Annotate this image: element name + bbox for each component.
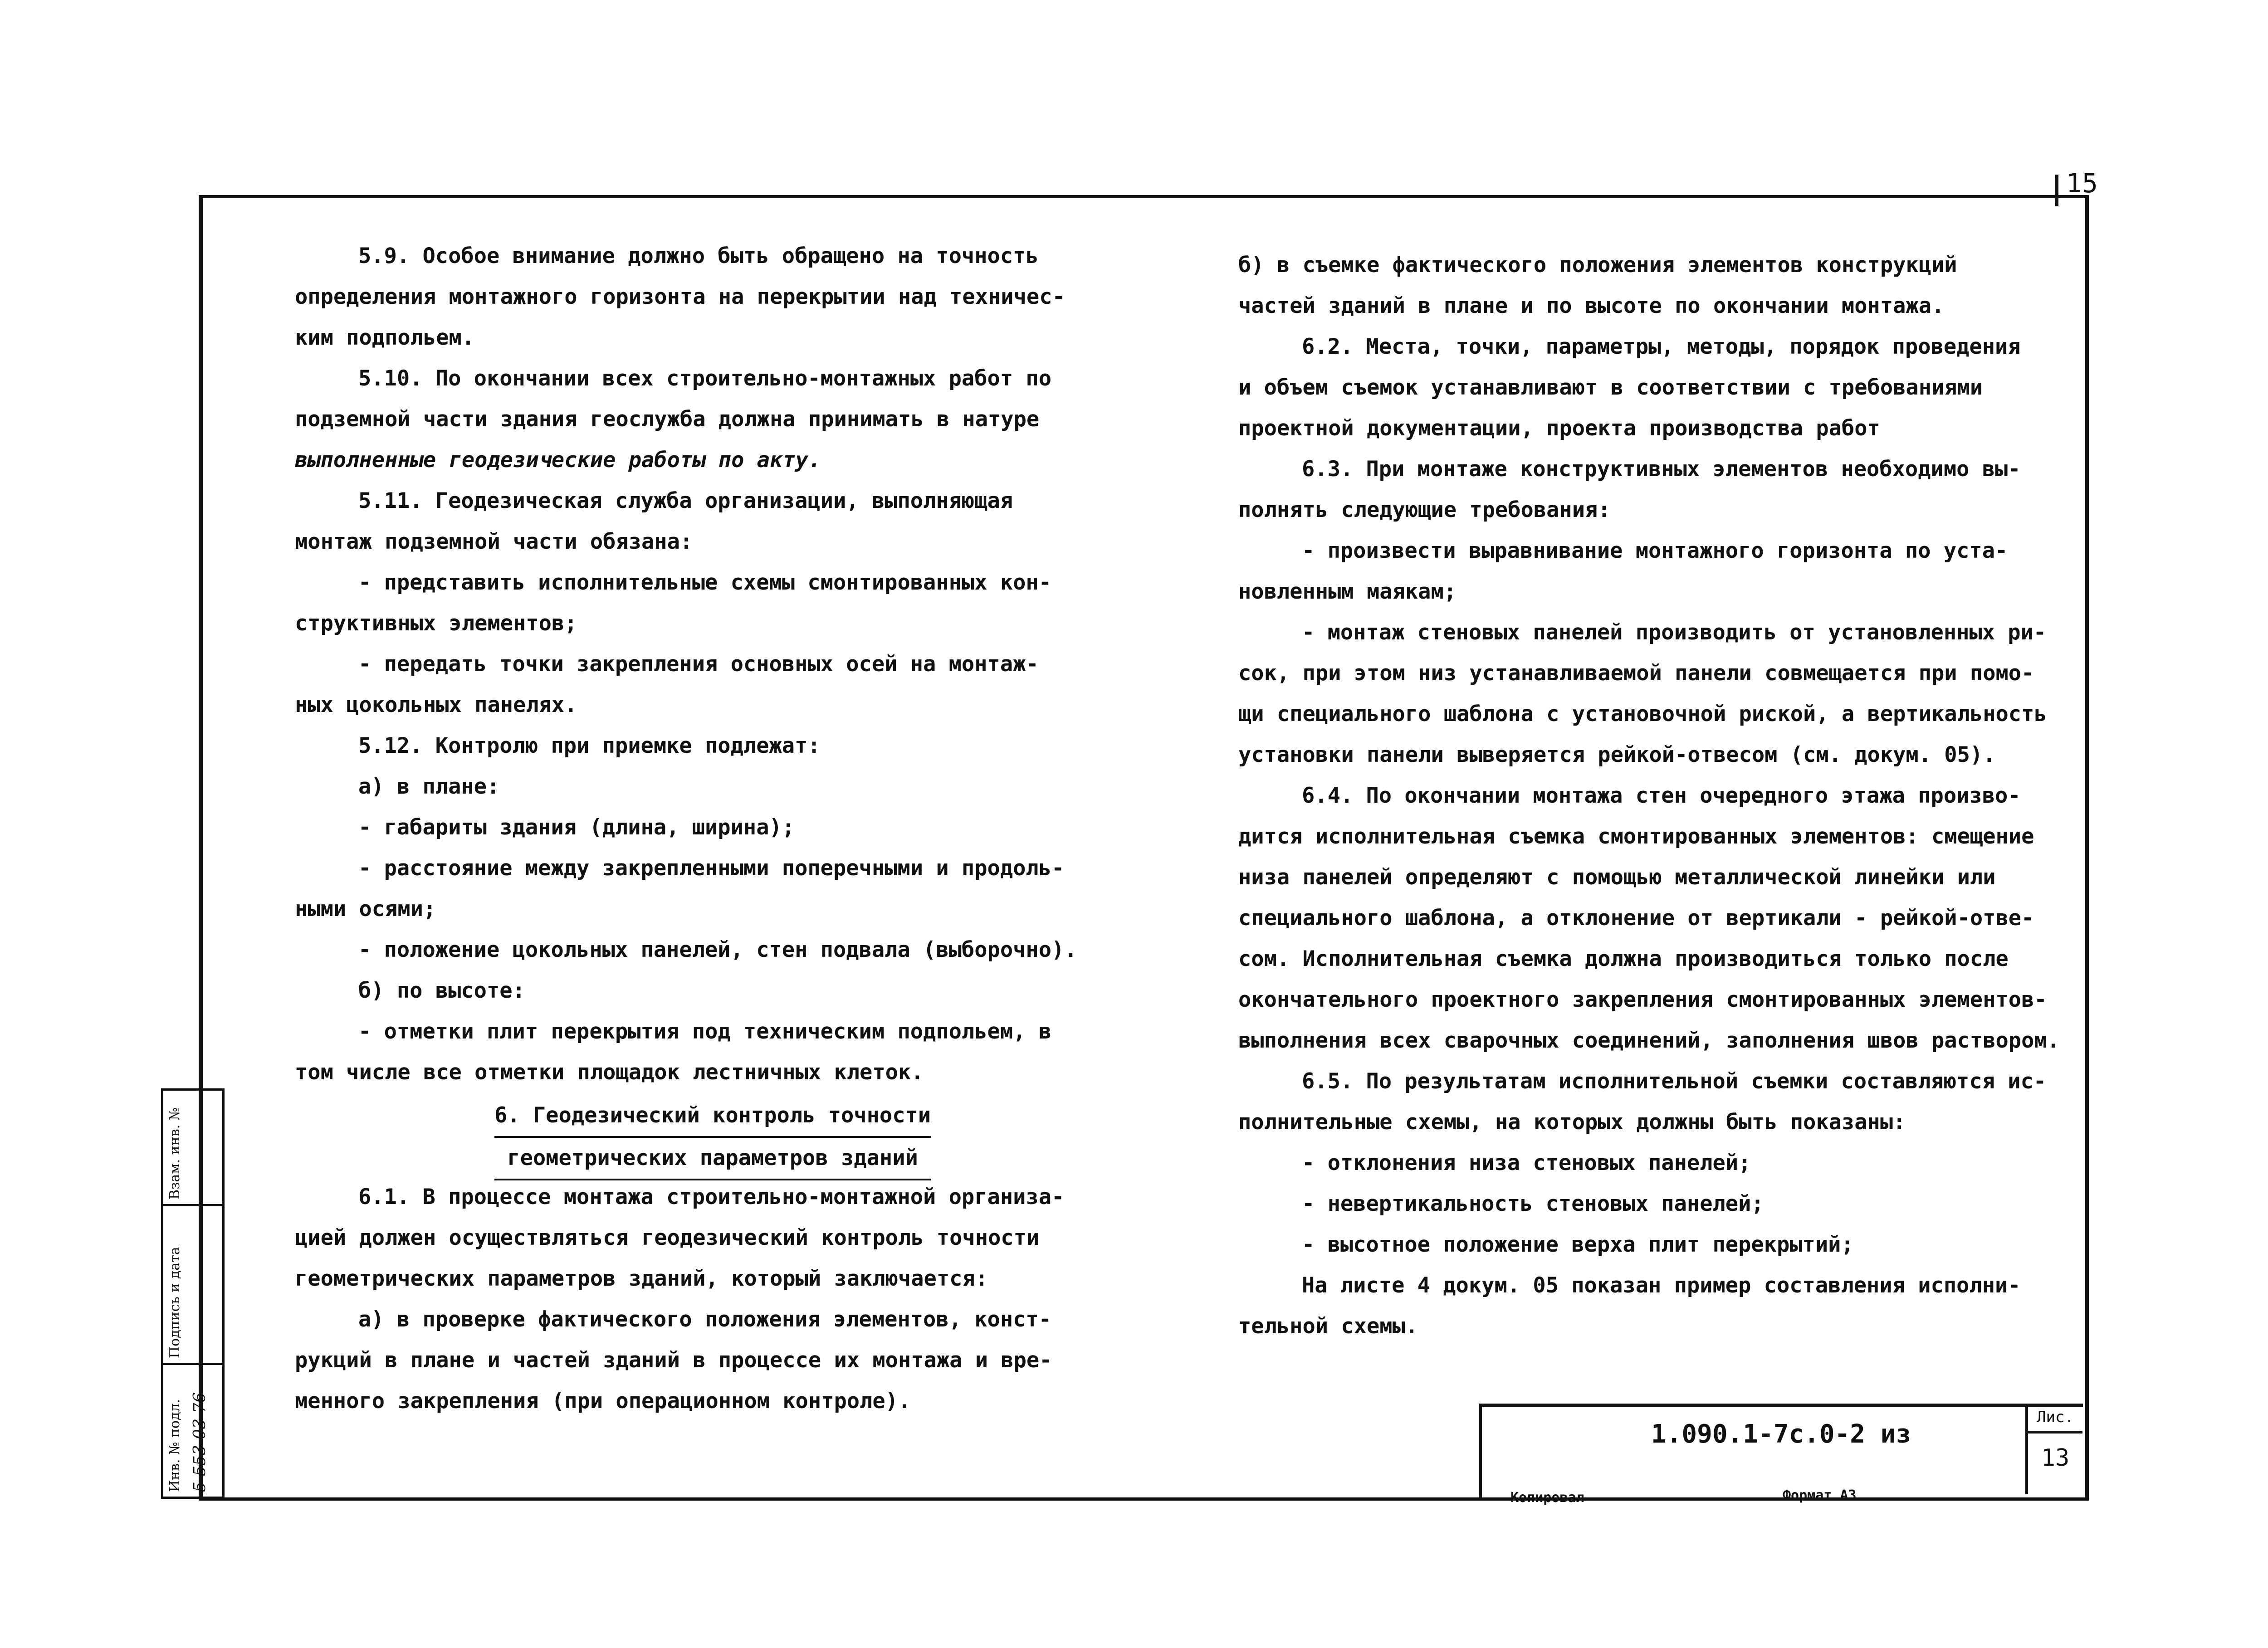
- title-block: [1479, 1404, 2083, 1497]
- side-stamp-label-1: Инв. № подл.: [167, 1399, 183, 1492]
- side-stamp-divider: [163, 1204, 222, 1206]
- page-number-top: 15: [2066, 168, 2098, 199]
- text-line: 6.2. Места, точки, параметры, методы, порядок проведения: [1302, 334, 2021, 359]
- text-line: выполнения всех сварочных соединений, заполнения швов раствором.: [1238, 1028, 2060, 1053]
- text-line: 6.5. По результатам исполнительной съемки составляются ис-: [1302, 1069, 2047, 1094]
- text-line: сок, при этом низ устанавливаемой панели совмещается при помо-: [1238, 661, 2034, 686]
- text-line: установки панели выверяется рейкой-отвесом (см. докум. 05).: [1238, 742, 1996, 767]
- footer-copied-by: Копировал: [1510, 1490, 1584, 1506]
- text-line: монтаж подземной части обязана:: [295, 529, 693, 554]
- text-line: - габариты здания (длина, ширина);: [358, 815, 795, 840]
- side-stamp-label-2: Подпись и дата: [167, 1247, 183, 1358]
- text-line: б) в съемке фактического положения элементов конструкций: [1238, 253, 1957, 278]
- text-line: 5.10. По окончании всех строительно-монтажных работ по: [358, 366, 1052, 391]
- text-line: - расстояние между закрепленными поперечными и продоль-: [358, 856, 1065, 881]
- text-line: сом. Исполнительная съемка должна производиться только после: [1238, 946, 2009, 971]
- left-column-after-heading: [295, 1177, 1064, 1422]
- text-line: а) в проверке фактического положения элементов, конст-: [358, 1307, 1052, 1332]
- text-line: дится исполнительная съемка смонтированных элементов: смещение: [1238, 824, 2034, 849]
- left-column: [295, 236, 1077, 1093]
- footer-format: Формат А3: [1783, 1487, 1857, 1503]
- text-line: - невертикальность стеновых панелей;: [1302, 1191, 1764, 1216]
- text-line: цией должен осуществляться геодезический контроль точности: [295, 1225, 1040, 1250]
- sheet-label: Лис.: [2025, 1404, 2082, 1433]
- text-line: специального шаблона, а отклонение от вертикали - рейкой-отве-: [1238, 906, 2034, 931]
- text-line: структивных элементов;: [295, 611, 577, 636]
- text-line: - положение цокольных панелей, стен подвала (выборочно).: [358, 937, 1077, 962]
- right-column: [1238, 245, 2060, 1347]
- text-line: выполненные геодезические работы по акту.: [295, 448, 821, 473]
- text-line: геометрических параметров зданий, который заключается:: [295, 1266, 988, 1291]
- side-stamp: [161, 1088, 225, 1499]
- section-heading-line-2: геометрических параметров зданий: [494, 1138, 931, 1180]
- text-line: ными осями;: [295, 897, 436, 922]
- text-line: щи специального шаблона с установочной риской, а вертикальность: [1238, 702, 2047, 726]
- text-line: ных цокольных панелях.: [295, 692, 577, 717]
- text-line: 5.9. Особое внимание должно быть обращено на точность: [358, 244, 1039, 268]
- text-line: определения монтажного горизонта на перекрытии над техничес-: [295, 284, 1065, 309]
- text-line: - представить исполнительные схемы смонтированных кон-: [358, 570, 1052, 595]
- text-line: полнительные схемы, на которых должны быть показаны:: [1238, 1110, 1906, 1135]
- section-6-heading: [494, 1095, 931, 1180]
- text-line: - отметки плит перекрытия под техническим подпольем, в: [358, 1019, 1052, 1044]
- text-line: 6.3. При монтаже конструктивных элементов необходимо вы-: [1302, 457, 2021, 482]
- text-line: - произвести выравнивание монтажного горизонта по уста-: [1302, 538, 2008, 563]
- text-line: проектной документации, проекта производства работ: [1238, 416, 1880, 441]
- text-line: том числе все отметки площадок лестничных клеток.: [295, 1060, 924, 1085]
- text-line: На листе 4 докум. 05 показан пример составления исполни-: [1302, 1273, 2021, 1298]
- text-line: рукций в плане и частей зданий в процессе их монтажа и вре-: [295, 1348, 1052, 1373]
- text-line: и объем съемок устанавливают в соответствии с требованиями: [1238, 375, 1983, 400]
- document-code: 1.090.1-7с.0-2 из: [1651, 1419, 1911, 1449]
- text-line: окончательного проектного закрепления смонтированных элементов-: [1238, 987, 2047, 1012]
- text-line: 6.1. В процессе монтажа строительно-монтажной организа-: [358, 1185, 1065, 1209]
- text-line: - отклонения низа стеновых панелей;: [1302, 1151, 1751, 1175]
- side-stamp-handwritten: 5-553-03-76: [191, 1392, 209, 1492]
- text-line: полнять следующие требования:: [1238, 497, 1611, 522]
- text-line: 6.4. По окончании монтажа стен очередного этажа произво-: [1302, 783, 2021, 808]
- text-line: ким подпольем.: [295, 325, 475, 350]
- sheet-number: 13: [2025, 1431, 2082, 1494]
- side-stamp-divider: [163, 1363, 222, 1365]
- text-line: тельной схемы.: [1238, 1314, 1418, 1339]
- text-line: а) в плане:: [358, 774, 500, 799]
- text-line: - передать точки закрепления основных осей на монтаж-: [358, 652, 1039, 677]
- text-line: менного закрепления (при операционном контроле).: [295, 1389, 911, 1414]
- text-line: частей зданий в плане и по высоте по окончании монтажа.: [1238, 293, 1945, 318]
- text-line: низа панелей определяют с помощью металлической линейки или: [1238, 865, 1996, 890]
- text-line: б) по высоте:: [358, 978, 525, 1003]
- side-stamp-label-3: Взам. инв. №: [167, 1107, 183, 1199]
- text-line: - монтаж стеновых панелей производить от установленных ри-: [1302, 620, 2047, 645]
- text-line: новленным маякам;: [1238, 579, 1457, 604]
- text-line: подземной части здания геослужба должна принимать в натуре: [295, 407, 1040, 432]
- text-line: 5.12. Контролю при приемке подлежат:: [358, 733, 821, 758]
- section-heading-line-1: 6. Геодезический контроль точности: [494, 1095, 931, 1138]
- text-line: - высотное положение верха плит перекрытий;: [1302, 1232, 1854, 1257]
- text-line: 5.11. Геодезическая служба организации, выполняющая: [358, 488, 1013, 513]
